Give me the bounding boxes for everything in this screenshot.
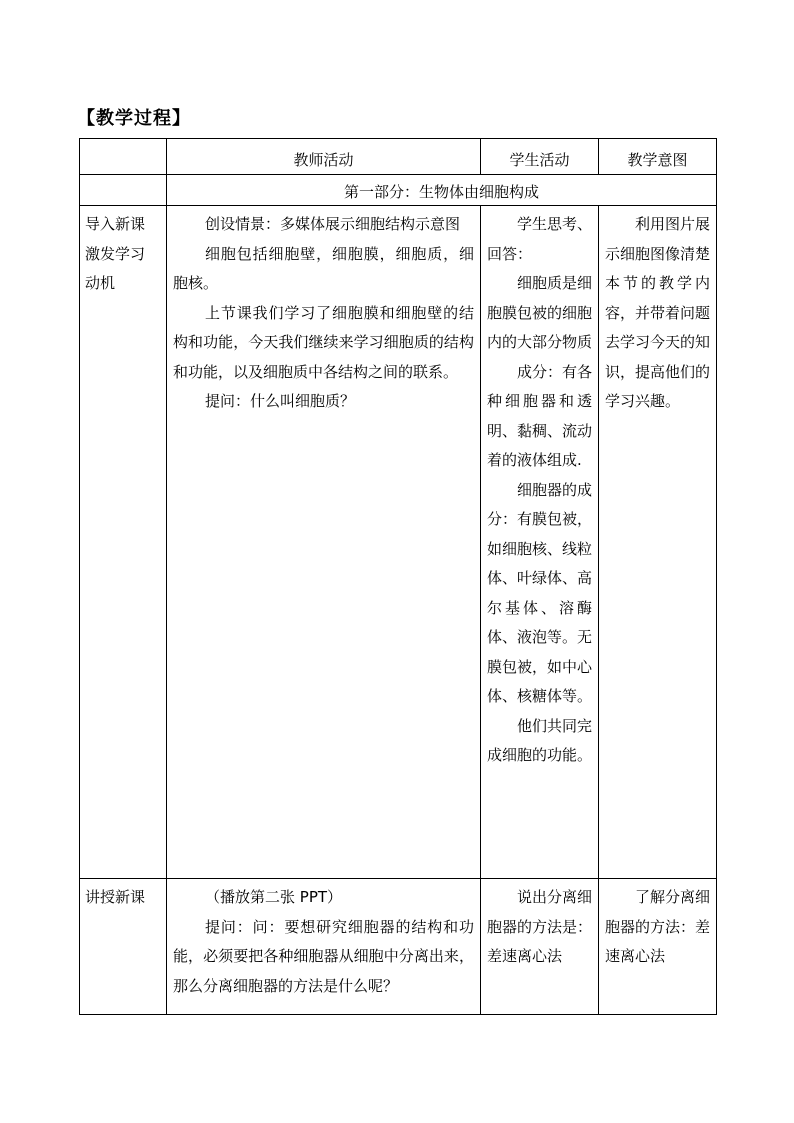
header-stage	[80, 139, 167, 175]
teacher-paragraph: 细胞包括细胞壁，细胞膜，细胞质，细胞核。	[173, 244, 474, 292]
part-empty-cell	[80, 175, 167, 206]
teaching-intent-cell	[599, 206, 717, 879]
stage-line: 动机	[85, 274, 116, 292]
teaching-process-table	[79, 138, 717, 1015]
teacher-activity-cell	[167, 879, 481, 1015]
teacher-paragraph: 创设情景：多媒体展示细胞结构示意图	[205, 215, 461, 233]
teacher-paragraph: 提问：问：要想研究细胞器的结构和功能，必须要把各种细胞器从细胞中分离出来，那么分离细胞器的方法是什么呢？	[173, 917, 474, 995]
table-row	[80, 206, 717, 879]
student-paragraph: 细胞器的成分：有膜包被，如细胞核、线粒体、叶绿体、高尔基体、溶酶体、液泡等。无膜包被，如中心体、核糖体等。	[487, 480, 593, 705]
stage-line: 讲授新课	[85, 888, 146, 906]
intent-paragraph: 利用图片展示细胞图像清楚本节的教学内容，并带着问题去学习今天的知识，提高他们的学习兴趣。	[605, 215, 711, 410]
header-teacher-activity: 教师活动	[167, 139, 481, 175]
section-title: 【教学过程】	[77, 108, 191, 129]
student-activity-cell	[481, 879, 599, 1015]
stage-cell	[80, 879, 167, 1015]
teacher-paragraph: 上节课我们学习了细胞膜和细胞壁的结构和功能，今天我们继续来学习细胞质的结构和功能，以及细胞质中各结构之间的联系。	[173, 303, 474, 381]
stage-line: 导入新课	[85, 215, 146, 233]
header-teaching-intent: 教学意图	[599, 139, 717, 175]
teacher-activity-cell	[167, 206, 481, 879]
student-paragraph: 他们共同完成细胞的功能。	[487, 716, 593, 764]
teacher-paragraph: 提问：什么叫细胞质？	[205, 392, 356, 410]
intent-paragraph: 了解分离细胞器的方法：差速离心法	[605, 888, 711, 965]
table-row	[80, 879, 717, 1015]
student-paragraph: 学生思考、回答：	[487, 215, 593, 263]
stage-cell	[80, 206, 167, 879]
student-activity-cell	[481, 206, 599, 879]
teaching-intent-cell	[599, 879, 717, 1015]
header-student-activity: 学生活动	[481, 139, 599, 175]
student-paragraph: 说出分离细胞器的方法是：差速离心法	[487, 888, 593, 965]
student-paragraph: 成分：有各种细胞器和透明、黏稠、流动着的液体组成.	[487, 362, 593, 469]
table-header-row	[80, 139, 717, 175]
part-title: 第一部分：生物体由细胞构成	[167, 175, 717, 206]
part-row	[80, 175, 717, 206]
stage-line: 激发学习	[85, 244, 146, 263]
student-paragraph: 细胞质是细胞膜包被的细胞内的大部分物质	[487, 274, 593, 351]
teacher-paragraph: （播放第二张 PPT）	[205, 888, 343, 906]
